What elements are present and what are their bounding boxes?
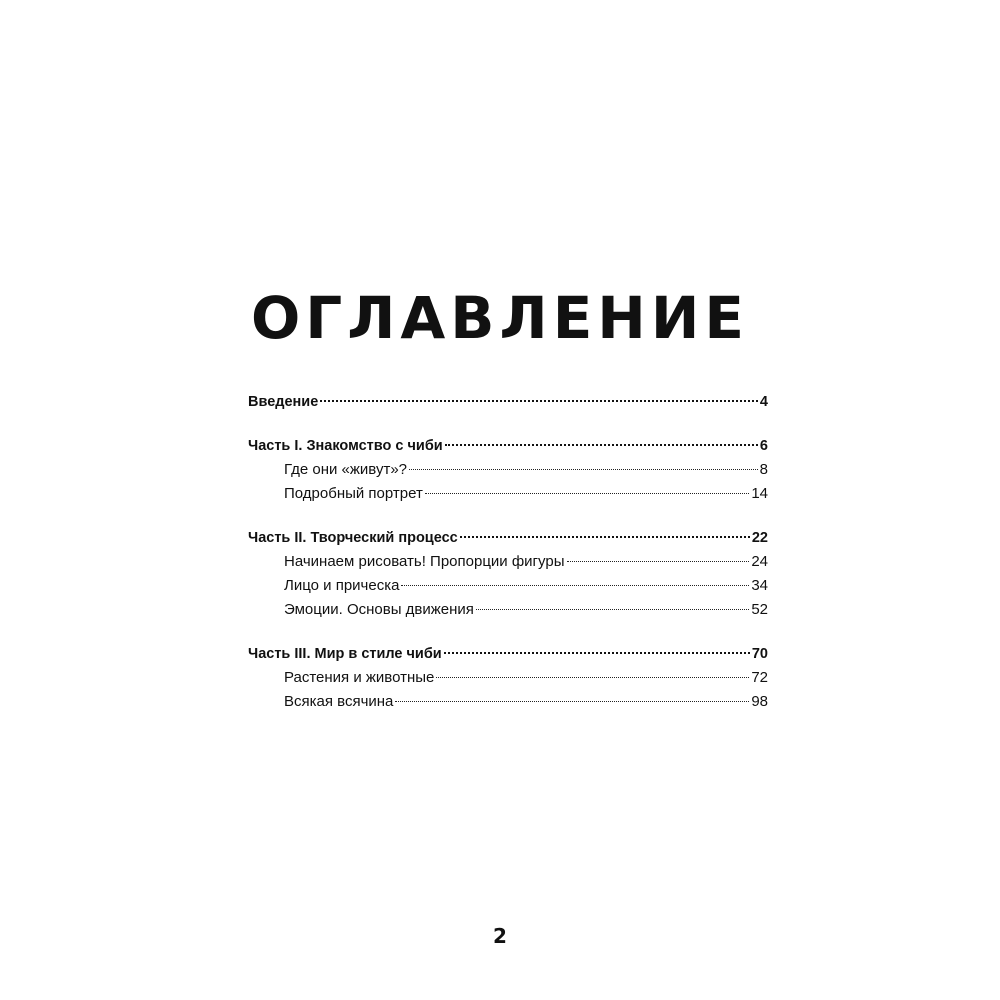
toc-entry-label: Часть I. Знакомство с чиби	[248, 438, 443, 454]
toc-entry-label: Часть III. Мир в стиле чиби	[248, 646, 442, 662]
dot-leader	[444, 652, 750, 654]
toc-subentry-label: Растения и животные	[284, 669, 435, 686]
page-title: ОГЛАВЛЕНИЕ	[250, 284, 750, 352]
toc-subentry-page: 72	[751, 669, 768, 686]
toc-section-part-2	[248, 526, 768, 622]
toc-subentry-label: Подробный портрет	[284, 485, 423, 502]
toc-subentry-label: Всякая всячина	[284, 693, 394, 710]
toc-subentry[interactable]	[248, 458, 768, 482]
toc-subentry-page: 52	[751, 601, 768, 618]
toc-section-part-1	[248, 434, 768, 506]
dot-leader	[425, 493, 749, 494]
dot-leader	[409, 469, 758, 470]
toc-entry[interactable]	[248, 434, 768, 458]
dot-leader	[460, 536, 750, 538]
toc-section-part-3	[248, 642, 768, 714]
table-of-contents	[248, 390, 768, 734]
toc-subentry-page: 8	[759, 461, 768, 478]
toc-subentry[interactable]	[248, 482, 768, 506]
toc-entry-page: 22	[751, 530, 768, 546]
toc-subentry[interactable]	[248, 666, 768, 690]
toc-subentry-label: Лицо и прическа	[284, 577, 400, 594]
dot-leader	[445, 444, 758, 446]
dot-leader	[395, 701, 749, 702]
dot-leader	[401, 585, 749, 586]
toc-entry-page: 70	[751, 646, 768, 662]
toc-entry[interactable]	[248, 642, 768, 666]
toc-entry-page: 6	[759, 438, 768, 454]
page-number: 2	[493, 924, 507, 948]
toc-subentry-page: 34	[751, 577, 768, 594]
dot-leader	[436, 677, 749, 678]
dot-leader	[476, 609, 749, 610]
toc-subentry[interactable]	[248, 574, 768, 598]
toc-subentry-label: Эмоции. Основы движения	[284, 601, 474, 618]
toc-entry-label: Введение	[248, 394, 319, 410]
toc-section-introduction	[248, 390, 768, 414]
toc-subentry-page: 98	[751, 693, 768, 710]
toc-subentry-page: 24	[751, 553, 768, 570]
toc-subentry-page: 14	[751, 485, 768, 502]
toc-subentry[interactable]	[248, 690, 768, 714]
dot-leader	[567, 561, 750, 562]
toc-entry-label: Часть II. Творческий процесс	[248, 530, 458, 546]
dot-leader	[320, 400, 758, 402]
toc-entry-page: 4	[759, 394, 768, 410]
toc-entry[interactable]	[248, 390, 768, 414]
toc-subentry-label: Где они «живут»?	[284, 461, 408, 478]
toc-subentry-label: Начинаем рисовать! Пропорции фигуры	[284, 553, 565, 570]
toc-subentry[interactable]	[248, 550, 768, 574]
toc-subentry[interactable]	[248, 598, 768, 622]
toc-entry[interactable]	[248, 526, 768, 550]
